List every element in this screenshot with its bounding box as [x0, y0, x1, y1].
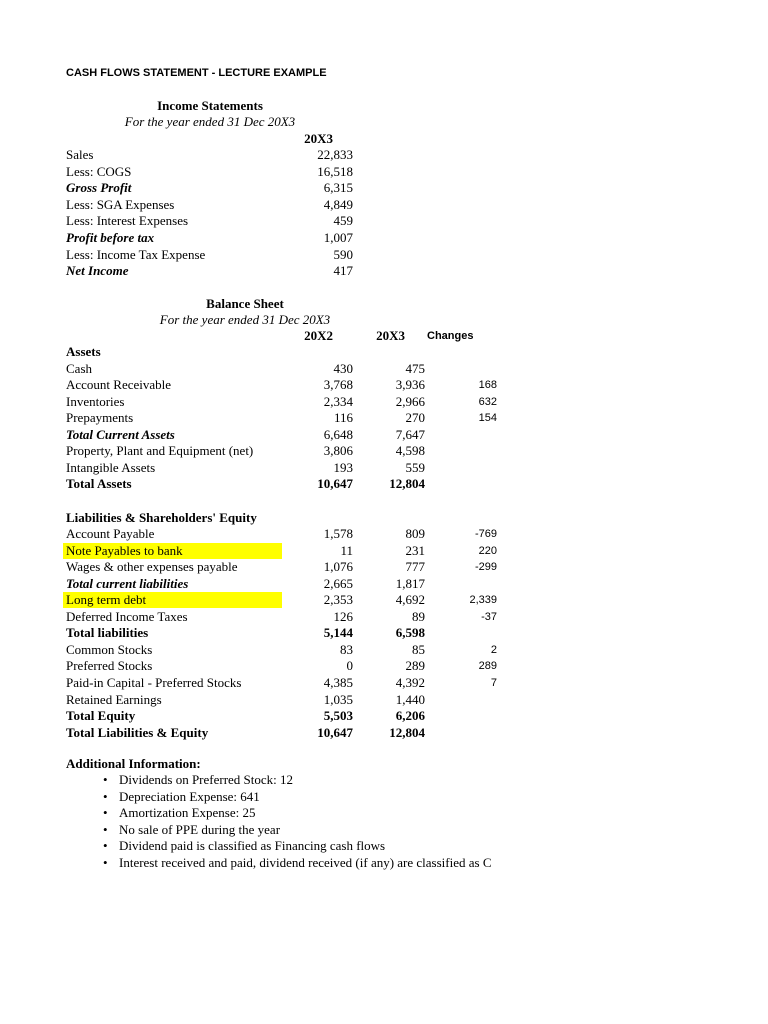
row-label: Total Equity: [66, 708, 136, 724]
value-20x3: 4,692: [395, 592, 425, 608]
value-20x3: 809: [405, 526, 425, 542]
bullet-icon: •: [103, 854, 108, 870]
value-20x2: 6,648: [323, 426, 353, 442]
row-label: Total current liabilities: [66, 575, 189, 591]
income-statement-title: Income Statements: [157, 98, 263, 113]
list-item: • Depreciation Expense: 641: [103, 788, 260, 804]
value-20x2: 1,035: [323, 691, 353, 707]
value-20x3: 289: [405, 658, 425, 674]
row-value: 417: [333, 263, 353, 279]
value-20x3: 6,598: [395, 625, 425, 641]
table-row: [0, 658, 768, 674]
row-label: Less: SGA Expenses: [66, 196, 175, 212]
value-20x3: 3,936: [395, 377, 425, 393]
table-row: [0, 609, 768, 625]
value-changes: -37: [481, 610, 497, 623]
table-row: [0, 427, 768, 443]
row-value: 6,315: [323, 180, 353, 196]
row-label: Account Payable: [66, 526, 155, 542]
table-row: [0, 443, 768, 459]
value-20x3: 89: [412, 608, 425, 624]
value-20x2: 4,385: [323, 675, 353, 690]
row-label: Less: Income Tax Expense: [66, 246, 206, 262]
table-row: [0, 410, 768, 426]
row-label: Long term debt: [66, 592, 147, 608]
bullet-icon: •: [103, 821, 108, 837]
list-item: • No sale of PPE during the year: [103, 821, 281, 837]
bullet-icon: •: [103, 788, 108, 804]
list-item: • Dividends on Preferred Stock: 12: [103, 772, 294, 787]
table-row: [0, 460, 768, 476]
table-row: [0, 147, 768, 163]
row-label: Less: Interest Expenses: [66, 213, 189, 229]
row-label: Gross Profit: [66, 180, 132, 196]
value-20x3: 777: [405, 559, 425, 575]
table-row: [0, 526, 768, 542]
value-20x2: 1,578: [323, 526, 353, 542]
table-row: [0, 180, 768, 196]
table-row: [0, 725, 768, 741]
value-20x2: 10,647: [317, 724, 353, 740]
value-changes: 632: [478, 395, 497, 408]
document-title: CASH FLOWS STATEMENT - LECTURE EXAMPLE: [66, 67, 327, 79]
row-label: Deferred Income Taxes: [66, 608, 188, 624]
value-changes: 154: [478, 412, 497, 425]
table-row: [0, 213, 768, 229]
additional-info-list: [100, 772, 492, 871]
table-row: [0, 592, 768, 608]
value-changes: 7: [490, 677, 497, 689]
value-20x2: 3,768: [323, 377, 353, 393]
row-value: 590: [333, 246, 353, 262]
value-20x2: 2,334: [323, 393, 353, 409]
value-20x2: 3,806: [323, 443, 353, 459]
table-row: [0, 559, 768, 575]
row-label: Paid-in Capital - Preferred Stocks: [66, 675, 242, 690]
value-20x2: 1,076: [323, 559, 353, 575]
value-20x2: 10,647: [317, 476, 353, 492]
row-label: Net Income: [66, 263, 129, 279]
row-label: Preferred Stocks: [66, 658, 153, 674]
row-label: Cash: [66, 360, 92, 376]
list-item: • Interest received and paid, dividend received (if any) are classified as C: [103, 854, 492, 870]
row-label: Liabilities & Shareholders' Equity: [66, 509, 257, 525]
value-changes: 2: [490, 643, 497, 656]
value-20x3: 12,804: [389, 724, 425, 740]
value-20x2: 5,144: [323, 625, 353, 641]
table-row: [0, 543, 768, 559]
table-row: [0, 164, 768, 180]
value-20x3: 85: [412, 641, 425, 657]
table-row: [0, 510, 768, 526]
bullet-icon: •: [103, 838, 108, 853]
row-label: Inventories: [66, 393, 125, 409]
row-label: Profit before tax: [66, 230, 155, 245]
list-item: • Amortization Expense: 25: [103, 805, 256, 820]
value-changes: 220: [478, 544, 497, 557]
value-20x3: 7,647: [395, 426, 425, 442]
row-label: Account Receivable: [66, 377, 172, 393]
balance-col-header-changes: Changes: [427, 330, 474, 342]
row-label: Total Current Assets: [66, 426, 175, 442]
value-20x3: 1,817: [395, 575, 425, 591]
row-label: Less: COGS: [66, 163, 132, 179]
value-20x2: 2,665: [323, 575, 353, 591]
value-20x2: 193: [333, 459, 353, 475]
row-label: Sales: [66, 147, 94, 162]
row-value: 1,007: [323, 230, 353, 245]
balance-col-header-20x2: 20X2: [304, 328, 333, 343]
row-label: Assets: [66, 344, 101, 359]
table-row: [0, 625, 768, 641]
list-item: • Dividend paid is classified as Financing cash flows: [103, 838, 386, 853]
value-20x2: 2,353: [323, 592, 353, 608]
value-20x2: 11: [340, 542, 353, 558]
balance-sheet-subtitle: For the year ended 31 Dec 20X3: [159, 312, 331, 327]
table-row: [0, 493, 768, 509]
table-row: [0, 377, 768, 393]
value-20x2: 430: [333, 360, 353, 376]
value-20x3: 559: [405, 459, 425, 475]
value-20x3: 270: [405, 410, 425, 426]
table-row: [0, 708, 768, 724]
value-20x2: 83: [340, 641, 353, 657]
table-row: [0, 247, 768, 263]
row-label: Prepayments: [66, 410, 134, 426]
bullet-icon: •: [103, 772, 108, 787]
table-row: [0, 476, 768, 492]
value-20x3: 475: [405, 360, 425, 376]
table-row: [0, 692, 768, 708]
table-row: [0, 675, 768, 691]
value-20x2: 126: [333, 608, 353, 624]
value-20x2: 116: [333, 410, 353, 426]
row-value: 459: [333, 213, 353, 229]
value-20x3: 1,440: [395, 691, 425, 707]
income-col-header: 20X3: [304, 131, 333, 146]
row-value: 16,518: [317, 163, 353, 179]
row-label: Total Assets: [66, 476, 132, 492]
value-20x3: 4,598: [395, 443, 425, 459]
value-20x3: 12,804: [389, 476, 425, 492]
value-changes: -769: [474, 528, 497, 541]
value-20x3: 4,392: [395, 675, 425, 690]
value-20x3: 6,206: [395, 708, 425, 724]
row-label: Intangible Assets: [66, 459, 156, 475]
row-value: 22,833: [317, 147, 353, 162]
balance-sheet-title: Balance Sheet: [206, 296, 284, 311]
row-label: Wages & other expenses payable: [66, 559, 238, 575]
bullet-icon: •: [103, 805, 108, 820]
value-changes: 168: [478, 379, 497, 392]
table-row: [0, 642, 768, 658]
row-label: Retained Earnings: [66, 691, 162, 707]
balance-col-header-20x3: 20X3: [376, 328, 405, 343]
table-row: [0, 394, 768, 410]
additional-info-title: Additional Information:: [66, 756, 201, 771]
row-value: 4,849: [323, 196, 353, 212]
value-changes: -299: [474, 561, 497, 574]
value-20x2: 0: [346, 658, 353, 674]
table-row: [0, 361, 768, 377]
income-statement-subtitle: For the year ended 31 Dec 20X3: [124, 114, 296, 129]
row-label: Common Stocks: [66, 641, 153, 657]
value-changes: 2,339: [469, 594, 497, 607]
table-row: [0, 197, 768, 213]
row-label: Property, Plant and Equipment (net): [66, 443, 254, 459]
table-row: [0, 344, 768, 360]
row-label: Total liabilities: [66, 625, 149, 641]
table-row: [0, 263, 768, 279]
value-changes: 289: [478, 660, 497, 673]
table-row: [0, 576, 768, 592]
value-20x3: 2,966: [395, 393, 425, 409]
table-row: [0, 230, 768, 246]
row-label: Note Payables to bank: [66, 542, 183, 558]
value-20x2: 5,503: [323, 708, 353, 724]
row-label: Total Liabilities & Equity: [66, 724, 209, 740]
value-20x3: 231: [405, 542, 425, 558]
